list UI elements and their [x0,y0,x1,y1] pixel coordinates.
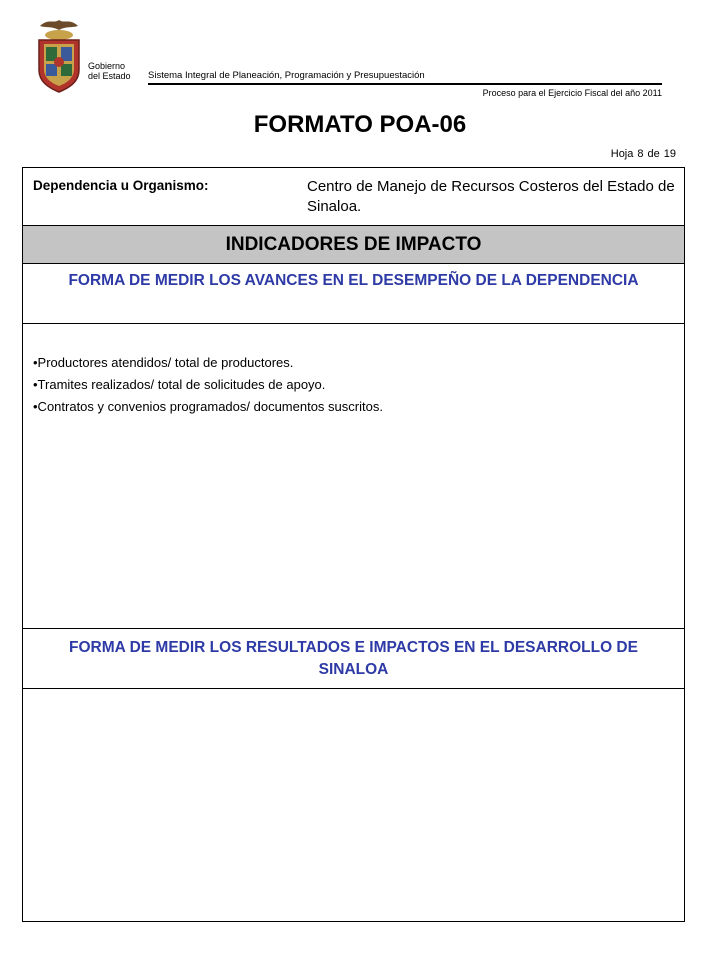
results-content-area [23,689,684,921]
fiscal-process-label: Proceso para el Ejercicio Fiscal del año 2011 [482,88,662,98]
header-divider [148,83,662,85]
section-heading: INDICADORES DE IMPACTO [23,226,684,264]
document-header [0,0,720,110]
results-measure-heading: FORMA DE MEDIR LOS RESULTADOS E IMPACTOS EN EL DESARROLLO DE SINALOA [23,629,684,689]
dependency-value: Centro de Manejo de Recursos Costeros del Estado de Sinaloa. [307,178,675,215]
sheet-counter [560,148,676,161]
progress-indicators-list [23,324,684,629]
list-item: •Productores atendidos/ total de productores. [33,355,294,370]
sheet-number: 8 [637,148,644,160]
page-title: FORMATO POA-06 [253,111,467,138]
poa-form [22,167,685,922]
government-label-line2: del Estado [88,71,131,81]
sheet-total: 19 [663,148,676,160]
list-item: •Tramites realizados/ total de solicitudes de apoyo. [33,377,326,392]
progress-measure-heading: FORMA DE MEDIR LOS AVANCES EN EL DESEMPEÑO DE LA DEPENDENCIA [23,264,684,324]
sheet-of-label: de [647,148,660,160]
sheet-label: Hoja [610,148,634,160]
list-item: •Contratos y convenios programados/ documentos suscritos. [33,399,383,414]
system-name: Sistema Integral de Planeación, Programación y Presupuestación [148,70,425,81]
government-label-line1: Gobierno [88,61,126,71]
dependency-label: Dependencia u Organismo: [33,178,209,193]
state-coat-of-arms-icon [34,14,84,96]
dependency-row [23,168,684,226]
